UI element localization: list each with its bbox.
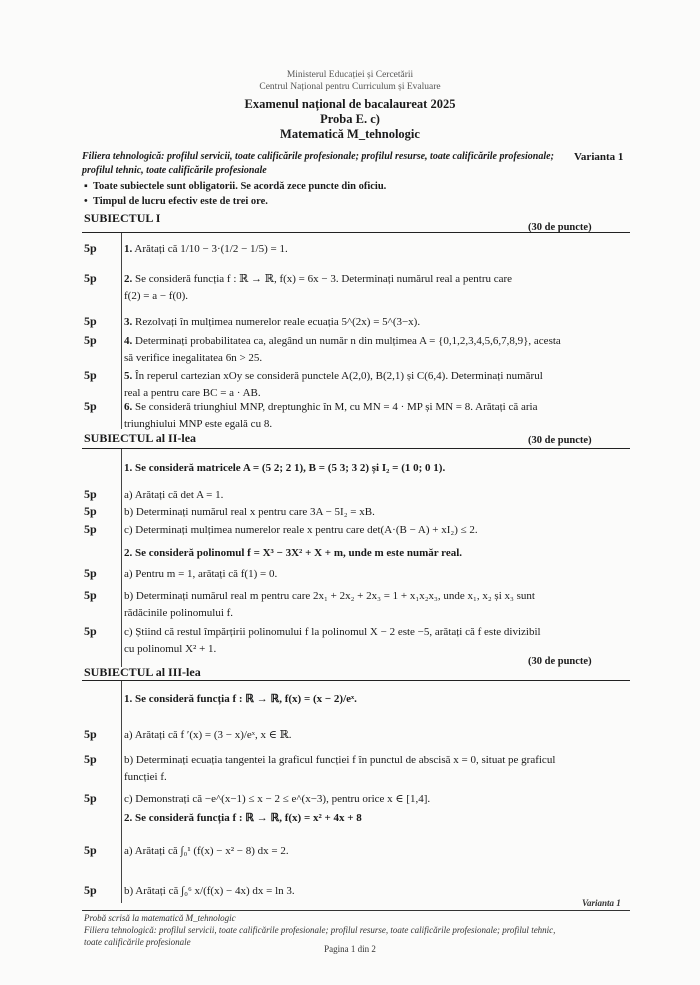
section-1-margin [121,233,122,429]
bullet-1: ▪ Toate subiectele sunt obligatorii. Se acordă zece puncte din oficiu. [84,181,387,192]
footer-varianta: Varianta 1 [582,898,621,908]
s3-1c-score: 5p [84,791,97,805]
section-1-title: SUBIECTUL I [84,211,161,225]
footer-line-3: toate calificările profesionale [84,937,191,947]
section-2-rule [82,448,630,449]
s1-score-4: 5p [84,333,97,347]
section-1-points: (30 de puncte) [528,222,592,233]
s1-item-5: 5. În reperul cartezian xOy se consideră punctele A(2,0), B(2,1) și C(6,4). Determinați numărul real a pentru care BC = a · AB. [124,370,543,399]
section-3-title: SUBIECTUL al III-lea [84,665,201,679]
s2-1b: b) Determinați numărul real x pentru care 3A − 5I₂ = xB. [124,506,375,518]
s1-item-4: 4. Determinați probabilitatea ca, alegând un număr n din mulțimea A = {0,1,2,3,4,5,6,7,8,9}, acesta să verifice inegalitatea 6n > 25. [124,335,561,364]
s3-problem-1: 1. Se consideră funcția f : ℝ → ℝ, f(x) = (x − 2)/eˣ. [124,693,357,705]
s2-2b: b) Determinați numărul real m pentru care 2x₁ + 2x₂ + 2x₃ = 1 + x₁x₂x₃, unde x₁, x₂ și x₃ sunt rădăcinile polinomului f. [124,590,535,619]
s3-2b-score: 5p [84,883,97,897]
s1-item-1: 1. Arătați că 1/10 − 3·(1/2 − 1/5) = 1. [124,243,288,255]
s2-1c-score: 5p [84,522,97,536]
filiera-line-1: Filiera tehnologică: profilul servicii, toate calificările profesionale; profilul resurse, toate calificările profesionale; [82,151,554,162]
s1-item-6: 6. Se consideră triunghiul MNP, dreptunghic în M, cu MN = 4 · MP și MN = 8. Arătați că aria triunghiului MNP este egală cu 8. [124,401,538,430]
section-1-rule [82,232,630,233]
s3-problem-2: 2. Se consideră funcția f : ℝ → ℝ, f(x) = x² + 4x + 8 [124,812,362,824]
section-2-points: (30 de puncte) [528,435,592,446]
exam-title: Examenul național de bacalaureat 2025 [244,97,456,111]
s1-score-1: 5p [84,241,97,255]
section-2-title: SUBIECTUL al II-lea [84,431,197,445]
bullet-2: • Timpul de lucru efectiv este de trei ore. [84,196,268,207]
section-3-points: (30 de puncte) [528,656,592,667]
varianta-label: Varianta 1 [574,151,624,163]
s3-1b: b) Determinați ecuația tangentei la graficul funcției f în punctul de abscisă x = 0, situat pe graficul funcției f. [124,754,556,783]
s2-2c: c) Știind că restul împărțirii polinomului f la polinomul X − 2 este −5, arătați că f este divizibil cu polinomul X² + 1. [124,626,541,655]
s1-score-3: 5p [84,314,97,328]
s2-problem-1: 1. Se consideră matricele A = (5 2; 2 1), B = (5 3; 3 2) și I₂ = (1 0; 0 1). [124,462,446,474]
s3-1a-score: 5p [84,727,97,741]
footer-line-2: Filiera tehnologică: profilul servicii, toate calificările profesionale; profilul resurse, toate calificările profesionale; profilul tehnic, [84,925,556,935]
footer-line-1: Probă scrisă la matematică M_tehnologic [84,913,236,923]
s3-2b: b) Arătați că ∫₀⁶ x/(f(x) − 4x) dx = ln 3. [124,885,295,897]
s1-score-2: 5p [84,271,97,285]
s2-1a: a) Arătați că det A = 1. [124,489,224,501]
subject-title: Matematică M_tehnologic [280,127,420,141]
s3-1b-score: 5p [84,752,97,766]
s3-1a: a) Arătați că f ′(x) = (3 − x)/eˣ, x ∈ ℝ. [124,729,292,741]
filiera-line-2: profilul tehnic, toate calificările profesionale [82,165,267,176]
s1-item-2: 2. Se consideră funcția f : ℝ → ℝ, f(x) = 6x − 3. Determinați numărul real a pentru care f(2) = a − f(0). [124,273,513,302]
proba-title: Proba E. c) [320,112,380,126]
s2-1b-score: 5p [84,504,97,518]
page-number: Pagina 1 din 2 [324,944,376,954]
s2-problem-2: 2. Se consideră polinomul f = X³ − 3X² + X + m, unde m este număr real. [124,547,463,559]
s1-score-5: 5p [84,368,97,382]
s2-2a-score: 5p [84,566,97,580]
section-2-margin [121,449,122,667]
footer-rule [82,910,630,911]
s3-2a: a) Arătați că ∫₀¹ (f(x) − x² − 8) dx = 2. [124,845,289,857]
s3-1c: c) Demonstrați că −e^(x−1) ≤ x − 2 ≤ e^(x−3), pentru orice x ∈ [1,4]. [124,793,431,805]
center-line: Centrul Național pentru Curriculum și Evaluare [259,82,441,92]
s2-1a-score: 5p [84,487,97,501]
s2-1c: c) Determinați mulțimea numerelor reale x pentru care det(A·(B − A) + xI₂) ≤ 2. [124,524,478,536]
ministry-line: Ministerul Educației și Cercetării [286,70,414,80]
s2-2b-score: 5p [84,588,97,602]
s1-score-6: 5p [84,399,97,413]
section-3-margin [121,681,122,903]
section-3-rule [82,680,630,681]
s2-2c-score: 5p [84,624,97,638]
s3-2a-score: 5p [84,843,97,857]
s2-2a: a) Pentru m = 1, arătați că f(1) = 0. [124,568,278,580]
s1-item-3: 3. Rezolvați în mulțimea numerelor reale ecuația 5^(2x) = 5^(3−x). [124,316,421,328]
